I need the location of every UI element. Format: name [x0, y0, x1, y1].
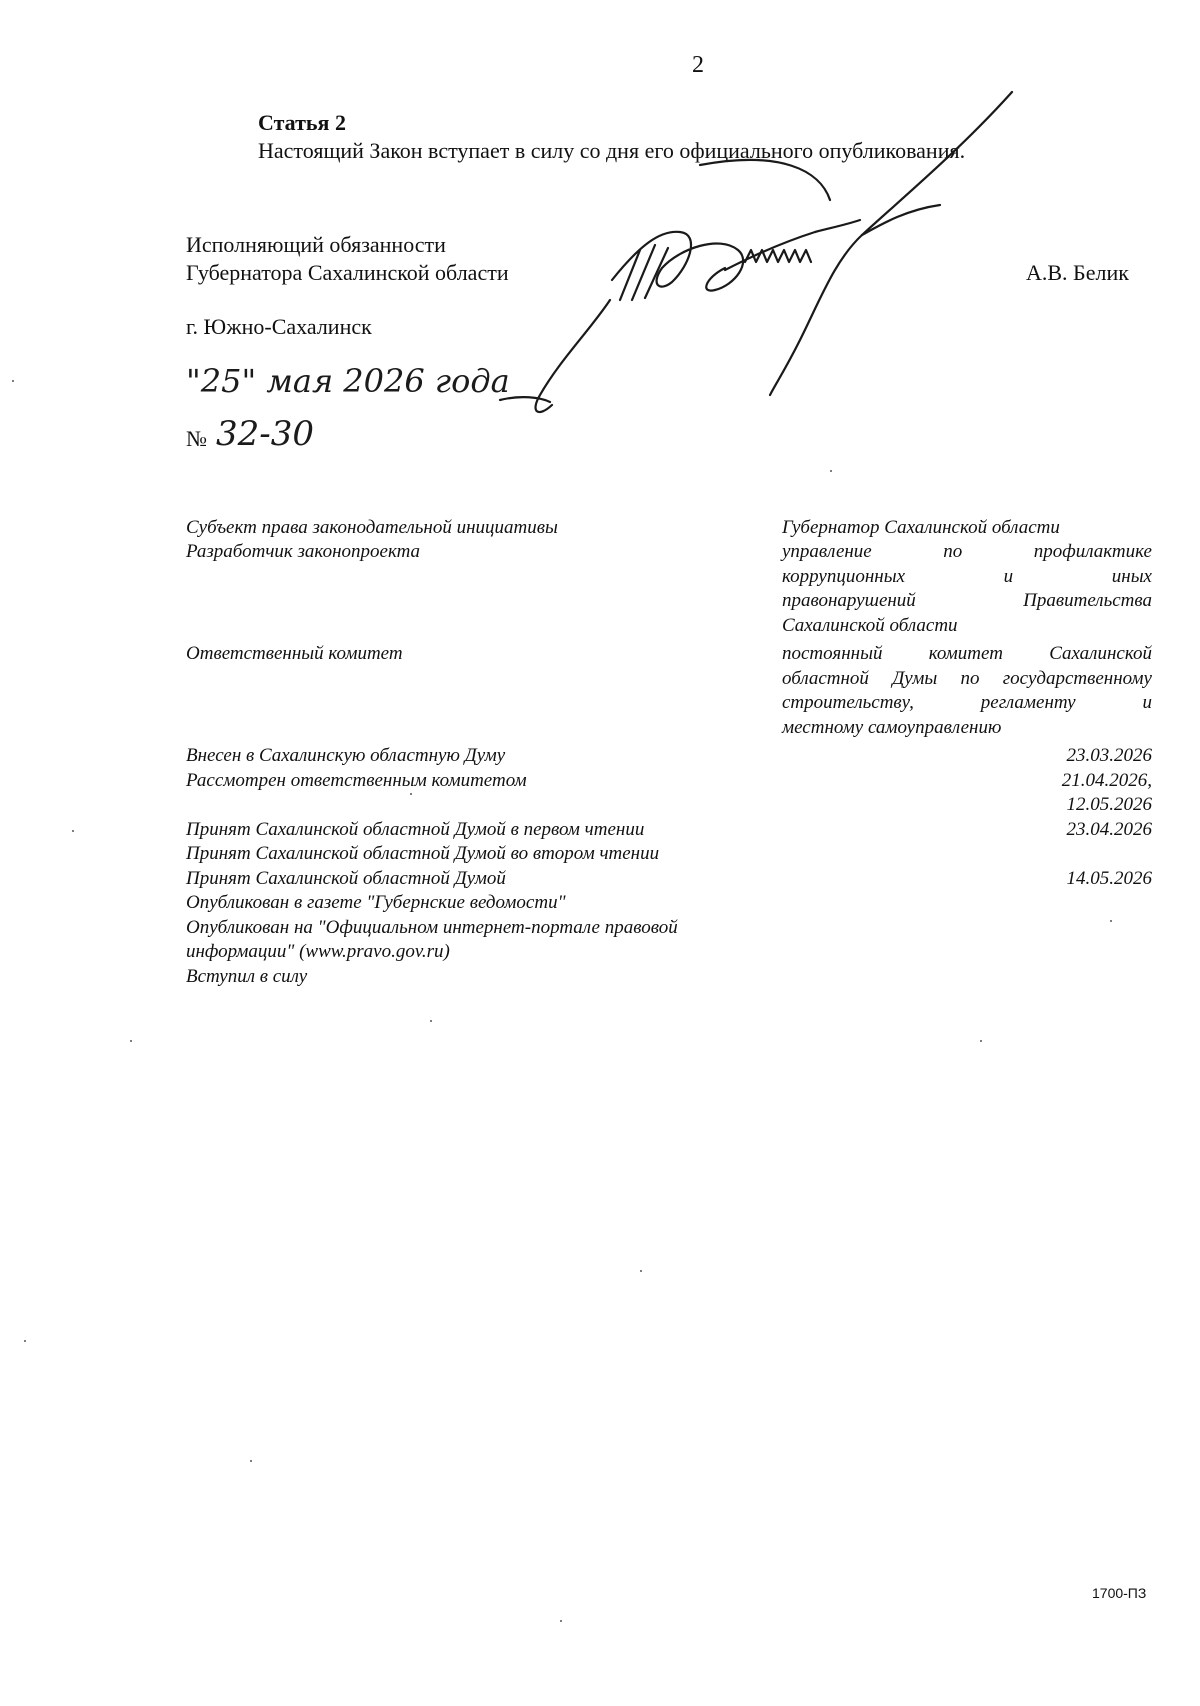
- handwritten-signature: [0, 0, 1200, 560]
- event-date: 14.05.2026: [1066, 867, 1152, 889]
- event-date: [960, 842, 1152, 867]
- scan-speck: [640, 1270, 642, 1272]
- number-label: №: [186, 426, 207, 451]
- handwritten-number: 32-30: [216, 414, 315, 454]
- initiative-label: Субъект права законодательной инициативы: [186, 517, 558, 538]
- city: г. Южно-Сахалинск: [186, 314, 372, 339]
- event-label: Рассмотрен ответственным комитетом: [186, 769, 527, 791]
- event-date: 12.05.2026: [1066, 794, 1152, 815]
- event-label: Принят Сахалинской областной Думой во втором чтении: [186, 843, 660, 864]
- event-label: [186, 793, 678, 818]
- developer-value-line: правонарушений Правительства: [782, 590, 1152, 611]
- developer-value-line: коррупционных и иных: [782, 565, 1152, 587]
- signatory-role-line1: Исполняющий обязанности: [186, 232, 446, 257]
- article-text: Настоящий Закон вступает в силу со дня его официального опубликования.: [258, 138, 966, 163]
- event-label: информации" (www.pravo.gov.ru): [186, 941, 450, 962]
- event-dates: [960, 744, 1152, 891]
- scan-speck: [560, 1620, 562, 1622]
- scan-speck: [980, 1040, 982, 1042]
- event-date: 23.04.2026: [1066, 818, 1152, 840]
- committee-label: Ответственный комитет: [186, 643, 403, 664]
- developer-value-line: Сахалинской области: [782, 614, 958, 636]
- scan-speck: [12, 380, 14, 382]
- event-label: Принят Сахалинской областной Думой в первом чтении: [186, 818, 645, 840]
- signatory-role-line2: Губернатора Сахалинской области: [186, 260, 509, 285]
- article-title: Статья 2: [258, 110, 346, 135]
- event-label: Опубликован на "Официальном интернет-портале правовой: [186, 916, 678, 938]
- scan-speck: [72, 830, 74, 832]
- developer-value: [782, 540, 1152, 638]
- scan-speck: [430, 1020, 432, 1022]
- handwritten-date: "25" мая 2026 года: [186, 362, 510, 400]
- page-number: 2: [692, 52, 704, 78]
- scan-speck: [24, 1340, 26, 1342]
- committee-value-line: местному самоуправлению: [782, 716, 1002, 738]
- scan-speck: [130, 1040, 132, 1042]
- event-label: Принят Сахалинской областной Думой: [186, 867, 506, 889]
- committee-value-line: областной Думы по государственному: [782, 667, 1152, 689]
- event-label: Вступил в силу: [186, 965, 308, 987]
- scan-speck: [250, 1460, 252, 1462]
- scan-speck: [410, 793, 412, 795]
- event-date: 23.03.2026: [1066, 745, 1152, 766]
- event-label: Опубликован в газете "Губернские ведомости": [186, 892, 566, 913]
- developer-label: Разработчик законопроекта: [186, 541, 421, 562]
- scan-speck: [830, 470, 832, 472]
- event-date: 21.04.2026,: [1061, 769, 1152, 791]
- signatory-name: А.В. Белик: [1026, 260, 1129, 285]
- committee-value-line: постоянный комитет Сахалинской: [782, 643, 1152, 664]
- event-labels: [186, 744, 678, 989]
- developer-value-line: управление по профилактике: [782, 541, 1152, 562]
- initiative-value: Губернатор Сахалинской области: [782, 517, 1060, 538]
- scan-speck: [1110, 920, 1112, 922]
- committee-value: [782, 642, 1152, 740]
- event-label: Внесен в Сахалинскую областную Думу: [186, 745, 506, 766]
- committee-value-line: строительству, регламенту и: [782, 692, 1152, 713]
- document-code: 1700-ПЗ: [1092, 1585, 1147, 1601]
